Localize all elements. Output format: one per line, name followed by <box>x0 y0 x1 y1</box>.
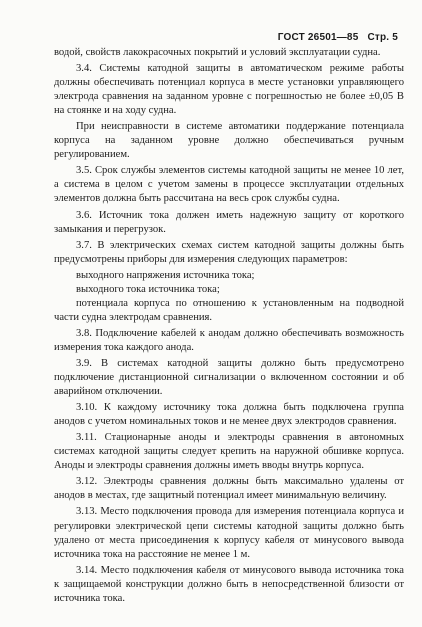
clause-3-13: 3.13. Место подключения провода для измерения потенциала корпуса и регулировки электрической цепи системы катодной защиты должно быть удалено от места присоединения к корпусу кабеля от минусового вывода источника тока на расстояние не менее 1 м. <box>54 506 404 560</box>
page-number: Стр. 5 <box>367 32 398 43</box>
clause-3-4: 3.4. Системы катодной защиты в автоматическом режиме работы должны обеспечивать потенциал корпуса в месте установки управляющего электрода сравнения на заданном уровне с погрешностью не более ±0,05 В на стоянке и на ходу судна. <box>54 63 404 117</box>
page-header <box>278 31 398 45</box>
clause-3-12: 3.12. Электроды сравнения должны быть максимально удалены от анодов в местах, где защитный потенциал имеет минимальную величину. <box>54 476 404 502</box>
list-item-output-current: выходного тока источника тока; <box>76 283 220 295</box>
clause-3-4-manual-control: При неисправности в системе автоматики поддержание потенциала корпуса на заданном уровне должно обеспечиваться ручным регулированием. <box>54 121 404 161</box>
list-item-output-voltage: выходного напряжения источника тока; <box>76 269 255 281</box>
clause-3-11: 3.11. Стационарные аноды и электроды сравнения в автономных системах катодной защиты следует крепить на наружной обшивке корпуса. Аноды и электроды сравнения должны иметь вводы внутрь корпуса. <box>54 432 404 472</box>
document-body <box>54 46 404 608</box>
clause-3-6: 3.6. Источник тока должен иметь надежную защиту от короткого замыкания и перегрузок. <box>54 209 404 235</box>
clause-3-9: 3.9. В системах катодной защиты должно быть предусмотрено подключение дистанционной сигнализации о включенном состоянии и об аварийном отключении. <box>54 357 404 398</box>
paragraph-continuation: водой, свойств лакокрасочных покрытий и условий эксплуатации судна. <box>54 47 381 58</box>
list-item-hull-potential: потенциала корпуса по отношению к установленным на подводной части судна электродам сравнения. <box>54 297 404 323</box>
clause-3-5: 3.5. Срок службы элементов системы катодной защиты не менее 10 лет, а система в целом с учетом замены в процессе эксплуатации отдельных элементов должна быть рассчитана на весь срок службы судна. <box>54 165 404 205</box>
clause-3-8: 3.8. Подключение кабелей к анодам должно обеспечивать возможность измерения тока каждого анода. <box>54 327 404 353</box>
standard-number: ГОСТ 26501—85 <box>277 32 359 43</box>
clause-3-7: 3.7. В электрических схемах систем катодной защиты должны быть предусмотрены приборы для измерения следующих параметров: <box>54 239 404 265</box>
clause-3-10: 3.10. К каждому источнику тока должна быть подключена группа анодов с учетом номинальных токов и не менее двух электродов сравнения. <box>54 402 404 428</box>
clause-3-14: 3.14. Место подключения кабеля от минусового вывода источника тока к защищаемой конструкции должно быть в непосредственной близости от источника тока. <box>54 564 404 604</box>
